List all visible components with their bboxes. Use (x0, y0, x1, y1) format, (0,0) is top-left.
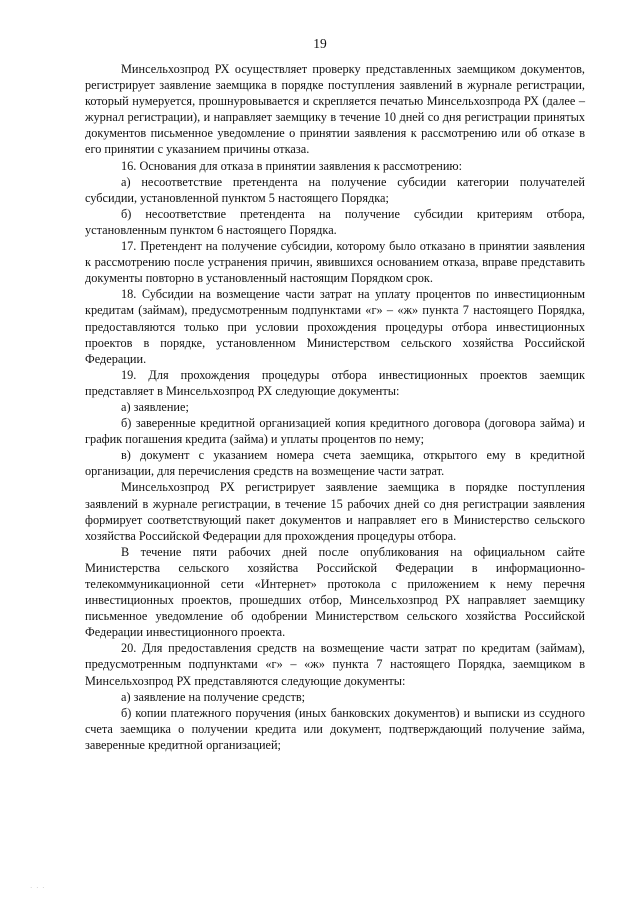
paragraph: б) несоответствие претендента на получение субсидии критериям отбора, установленным пунктом 6 настоящего Порядка. (85, 206, 585, 237)
paragraph: б) копии платежного поручения (иных банковских документов) и выписки из ссудного счета заемщика о получении кредита или документ, подтверждающий получение займа, заверенные кредитной организацией; (85, 705, 585, 752)
paragraph: 17. Претендент на получение субсидии, которому было отказано в принятии заявления к рассмотрению после устранения причин, явившихся основанием отказа, вправе представить документы повторно в установленный настоящим Порядком срок. (85, 239, 585, 286)
document-body (85, 61, 585, 753)
page-number: 19 (313, 36, 327, 51)
paragraph: в) документ с указанием номера счета заемщика, открытого ему в кредитной организации, для перечисления средств на возмещение части затрат. (85, 448, 585, 479)
paragraph: В течение пяти рабочих дней после опубликования на официальном сайте Министерства сельского хозяйства Российской Федерации в информационно-телекоммуникационной сети «Интернет» протокола с приложением к нему перечня инвестиционных проектов, прошедших отбор, Минсельхозпрод РХ направляет заемщику письменное уведомление об одобрении Министерством сельского хозяйства Российской Федерации инвестиционного проекта. (85, 544, 585, 640)
paragraph: а) заявление на получение средств; (121, 689, 306, 704)
paragraph: а) несоответствие претендента на получение субсидии категории получателей субсидии, установленной пунктом 5 настоящего Порядка; (85, 174, 585, 205)
scan-mark: · · · (30, 884, 46, 892)
paragraph: а) заявление; (121, 399, 189, 414)
paragraph: Минсельхозпрод РХ регистрирует заявление заемщика в порядке поступления заявлений в журнале регистрации, в течение 15 рабочих дней со дня регистрации заявления формирует соответствующий пакет документов и направляет его в Министерство сельского хозяйства Российской Федерации для прохождения процедуры отбора. (85, 480, 585, 543)
paragraph: 16. Основания для отказа в принятии заявления к рассмотрению: (121, 158, 462, 173)
paragraph: Минсельхозпрод РХ осуществляет проверку представленных заемщиком документов, регистрирует заявление заемщика в порядке поступления заявлений в журнале регистрации, который нумеруется, прошнуровывается и скрепляется печатью Минсельхозпрода РХ (далее – журнал регистрации), и направляет заемщику в течение 10 дней со дня регистрации принятых документов письменное уведомление о принятии заявления к рассмотрению или об отказе в его принятии с указанием причины отказа. (85, 62, 585, 157)
paragraph: 19. Для прохождения процедуры отбора инвестиционных проектов заемщик представляет в Минсельхозпрод РХ следующие документы: (85, 367, 585, 398)
paragraph: 20. Для предоставления средств на возмещение части затрат по кредитам (займам), предусмотренным подпунктами «г» – «ж» пункта 7 настоящего Порядка, заемщиком в Минсельхозпрод РХ представляются следующие документы: (85, 641, 585, 688)
paragraph: 18. Субсидии на возмещение части затрат на уплату процентов по инвестиционным кредитам (займам), предусмотренным подпунктами «г» – «ж» пункта 7 настоящего Порядка, предоставляются только при условии прохождения процедуры отбора инвестиционных проектов в порядке, установленном Министерством сельского хозяйства Российской Федерации. (85, 287, 585, 366)
paragraph: б) заверенные кредитной организацией копия кредитного договора (договора займа) и график погашения кредита (займа) и уплаты процентов по нему; (85, 416, 585, 447)
